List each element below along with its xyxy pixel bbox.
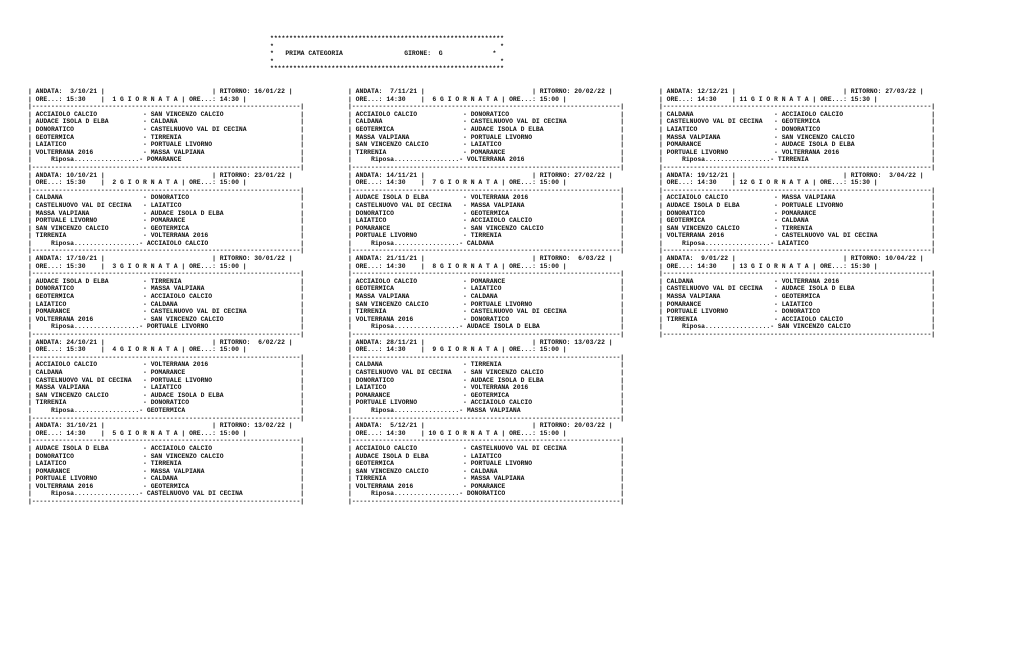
match-row: | CASTELNUOVO VAL DI CECINA - SAN VINCENZO CALCIO | bbox=[348, 368, 625, 376]
round-divider: |----------------------------------------------------------------------| bbox=[659, 331, 936, 338]
match-row: | ACCIAIOLO CALCIO - MASSA VALPIANA | bbox=[659, 194, 936, 202]
round-6-dates: | ANDATA: 7/11/21 | | RITORNO: 20/02/22 | bbox=[348, 88, 625, 95]
match-row: | LAIATICO - TIRRENIA | bbox=[28, 460, 305, 468]
match-row: | TIRRENIA - MASSA VALPIANA | bbox=[348, 475, 625, 483]
match-row: | CALDANA - DONORATICO | bbox=[28, 194, 305, 202]
match-row: | GEOTERMICA - ACCIAIOLO CALCIO | bbox=[28, 293, 305, 301]
match-row: | LAIATICO - CALDANA | bbox=[28, 300, 305, 308]
match-row: | ACCIAIOLO CALCIO - POMARANCE | bbox=[348, 277, 625, 285]
match-row: | DONORATICO - POMARANCE | bbox=[659, 209, 936, 217]
match-row: | GEOTERMICA - TIRRENIA | bbox=[28, 133, 305, 141]
round-divider: |----------------------------------------------------------------------| bbox=[28, 353, 305, 361]
round-9-rest: | Riposa.................- MASSA VALPIANA | bbox=[348, 406, 625, 414]
match-row: | TIRRENIA - POMARANCE | bbox=[348, 148, 625, 156]
match-row: | TIRRENIA - DONORATICO | bbox=[28, 399, 305, 407]
header-box: ************************************************************* * * * PRIMA CATEGORIA GIRONE: G * * * ************************************************************* bbox=[270, 35, 504, 73]
match-row: | MASSA VALPIANA - PORTUALE LIVORNO | bbox=[348, 133, 625, 141]
match-row: | LAIATICO - ACCIAIOLO CALCIO | bbox=[348, 217, 625, 225]
round-10-rest: | Riposa.................- DONORATICO | bbox=[348, 490, 625, 498]
round-5-times: | ORE...: 14:30 | 5 G I O R N A T A | ORE...: 15:00 | bbox=[28, 429, 305, 437]
match-row: | AUDACE ISOLA D ELBA - VOLTERRANA 2016 | bbox=[348, 194, 625, 202]
round-divider: |----------------------------------------------------------------------| bbox=[659, 186, 936, 194]
match-row: | CASTELNUOVO VAL DI CECINA - LAIATICO | bbox=[28, 201, 305, 209]
match-row: | SAN VINCENZO CALCIO - TIRRENIA | bbox=[659, 224, 936, 232]
match-row: | POMARANCE - CASTELNUOVO VAL DI CECINA | bbox=[28, 308, 305, 316]
round-12-times: | ORE...: 14:30 | 12 G I O R N A T A | ORE...: 15:30 | bbox=[659, 179, 936, 187]
match-row: | PORTUALE LIVORNO - VOLTERRANA 2016 | bbox=[659, 148, 936, 156]
round-5-rest: | Riposa.................- CASTELNUOVO VAL DI CECINA | bbox=[28, 490, 305, 498]
match-row: | AUDACE ISOLA D ELBA - ACCIAIOLO CALCIO | bbox=[28, 444, 305, 452]
match-row: | CASTELNUOVO VAL DI CECINA - MASSA VALPIANA | bbox=[348, 201, 625, 209]
round-divider: |----------------------------------------------------------------------| bbox=[659, 270, 936, 278]
round-column-1 bbox=[28, 88, 304, 506]
round-12-rest: | Riposa.................- LAIATICO | bbox=[659, 239, 936, 247]
round-divider: |----------------------------------------------------------------------| bbox=[28, 437, 305, 445]
match-row: | CASTELNUOVO VAL DI CECINA - PORTUALE LIVORNO | bbox=[28, 376, 305, 384]
round-8-dates: | ANDATA: 21/11/21 | | RITORNO: 6/03/22 | bbox=[348, 255, 625, 263]
match-row: | LAIATICO - PORTUALE LIVORNO | bbox=[28, 141, 305, 149]
round-divider: |----------------------------------------------------------------------| bbox=[28, 498, 305, 506]
match-row: | MASSA VALPIANA - SAN VINCENZO CALCIO | bbox=[659, 133, 936, 141]
round-2-times: | ORE...: 15:30 | 2 G I O R N A T A | ORE...: 15:00 | bbox=[28, 179, 305, 187]
round-8-times: | ORE...: 14:30 | 8 G I O R N A T A | ORE...: 15:00 | bbox=[348, 262, 625, 270]
match-row: | TIRRENIA - VOLTERRANA 2016 | bbox=[28, 232, 305, 240]
round-11-dates: | ANDATA: 12/12/21 | | RITORNO: 27/03/22 | bbox=[659, 88, 936, 95]
round-divider: |----------------------------------------------------------------------| bbox=[348, 186, 625, 194]
round-divider: |----------------------------------------------------------------------| bbox=[348, 163, 625, 171]
round-5-dates: | ANDATA: 31/10/21 | | RITORNO: 13/02/22 | bbox=[28, 422, 305, 430]
match-row: | CALDANA - TIRRENIA | bbox=[348, 361, 625, 369]
match-row: | AUDACE ISOLA D ELBA - LAIATICO | bbox=[348, 452, 625, 460]
round-divider: |----------------------------------------------------------------------| bbox=[348, 498, 625, 506]
round-13-dates: | ANDATA: 9/01/22 | | RITORNO: 10/04/22 | bbox=[659, 255, 936, 263]
match-row: | AUDACE ISOLA D ELBA - CALDANA | bbox=[28, 118, 305, 126]
match-row: | PORTUALE LIVORNO - DONORATICO | bbox=[659, 308, 936, 316]
girone-value: G bbox=[438, 50, 443, 58]
match-row: | ACCIAIOLO CALCIO - CASTELNUOVO VAL DI CECINA | bbox=[348, 444, 625, 452]
round-column-2 bbox=[348, 88, 624, 506]
match-row: | CALDANA - ACCIAIOLO CALCIO | bbox=[659, 110, 936, 118]
match-row: | GEOTERMICA - PORTUALE LIVORNO | bbox=[348, 460, 625, 468]
match-row: | SAN VINCENZO CALCIO - LAIATICO | bbox=[348, 141, 625, 149]
match-row: | ACCIAIOLO CALCIO - DONORATICO | bbox=[348, 110, 625, 118]
match-row: | MASSA VALPIANA - AUDACE ISOLA D ELBA | bbox=[28, 209, 305, 217]
round-divider: |----------------------------------------------------------------------| bbox=[348, 103, 625, 111]
match-row: | SAN VINCENZO CALCIO - AUDACE ISOLA D ELBA | bbox=[28, 391, 305, 399]
round-13-rest: | Riposa.................- SAN VINCENZO CALCIO | bbox=[659, 323, 936, 331]
round-divider: |----------------------------------------------------------------------| bbox=[348, 414, 625, 422]
match-row: | VOLTERRANA 2016 - GEOTERMICA | bbox=[28, 482, 305, 490]
round-1-dates: | ANDATA: 3/10/21 | | RITORNO: 16/01/22 | bbox=[28, 88, 305, 95]
round-6-times: | ORE...: 14:30 | 6 G I O R N A T A | ORE...: 15:00 | bbox=[348, 95, 625, 103]
round-divider: |----------------------------------------------------------------------| bbox=[28, 186, 305, 194]
match-row: | LAIATICO - VOLTERRANA 2016 | bbox=[348, 384, 625, 392]
round-7-dates: | ANDATA: 14/11/21 | | RITORNO: 27/02/22 | bbox=[348, 171, 625, 179]
match-row: | CASTELNUOVO VAL DI CECINA - GEOTERMICA | bbox=[659, 118, 936, 126]
match-row: | CASTELNUOVO VAL DI CECINA - AUDACE ISOLA D ELBA | bbox=[659, 285, 936, 293]
round-4-times: | ORE...: 15:30 | 4 G I O R N A T A | ORE...: 15:00 | bbox=[28, 346, 305, 354]
match-row: | DONORATICO - SAN VINCENZO CALCIO | bbox=[28, 452, 305, 460]
round-11-rest: | Riposa.................- TIRRENIA | bbox=[659, 156, 936, 164]
round-divider: |----------------------------------------------------------------------| bbox=[659, 247, 936, 255]
match-row: | PORTUALE LIVORNO - TIRRENIA | bbox=[348, 232, 625, 240]
match-row: | DONORATICO - MASSA VALPIANA | bbox=[28, 285, 305, 293]
round-4-rest: | Riposa.................- GEOTERMICA | bbox=[28, 406, 305, 414]
match-row: | MASSA VALPIANA - LAIATICO | bbox=[28, 384, 305, 392]
match-row: | PORTUALE LIVORNO - CALDANA | bbox=[28, 475, 305, 483]
match-row: | SAN VINCENZO CALCIO - GEOTERMICA | bbox=[28, 224, 305, 232]
round-divider: |----------------------------------------------------------------------| bbox=[28, 331, 305, 338]
girone-label: GIRONE: bbox=[404, 50, 432, 58]
round-13-times: | ORE...: 14:30 | 13 G I O R N A T A | ORE...: 15:30 | bbox=[659, 262, 936, 270]
round-3-dates: | ANDATA: 17/10/21 | | RITORNO: 30/01/22 | bbox=[28, 255, 305, 263]
round-12-dates: | ANDATA: 19/12/21 | | RITORNO: 3/04/22 | bbox=[659, 171, 936, 179]
round-divider: |----------------------------------------------------------------------| bbox=[348, 247, 625, 255]
match-row: | GEOTERMICA - AUDACE ISOLA D ELBA | bbox=[348, 125, 625, 133]
match-row: | SAN VINCENZO CALCIO - PORTUALE LIVORNO | bbox=[348, 300, 625, 308]
match-row: | POMARANCE - LAIATICO | bbox=[659, 300, 936, 308]
round-divider: |----------------------------------------------------------------------| bbox=[348, 353, 625, 361]
match-row: | SAN VINCENZO CALCIO - CALDANA | bbox=[348, 467, 625, 475]
match-row: | LAIATICO - DONORATICO | bbox=[659, 125, 936, 133]
round-1-rest: | Riposa.................- POMARANCE | bbox=[28, 156, 305, 164]
match-row: | VOLTERRANA 2016 - DONORATICO | bbox=[348, 315, 625, 323]
round-column-3 bbox=[659, 88, 935, 339]
round-3-times: | ORE...: 15:30 | 3 G I O R N A T A | ORE...: 15:00 | bbox=[28, 262, 305, 270]
match-row: | GEOTERMICA - LAIATICO | bbox=[348, 285, 625, 293]
round-1-times: | ORE...: 15:30 | 1 G I O R N A T A | ORE...: 14:30 | bbox=[28, 95, 305, 103]
round-10-dates: | ANDATA: 5/12/21 | | RITORNO: 20/03/22 | bbox=[348, 422, 625, 430]
round-2-rest: | Riposa.................- ACCIAIOLO CALCIO | bbox=[28, 239, 305, 247]
round-10-times: | ORE...: 14:30 | 10 G I O R N A T A | ORE...: 15:00 | bbox=[348, 429, 625, 437]
match-row: | MASSA VALPIANA - CALDANA | bbox=[348, 293, 625, 301]
round-7-times: | ORE...: 14:30 | 7 G I O R N A T A | ORE...: 15:00 | bbox=[348, 179, 625, 187]
round-11-times: | ORE...: 14:30 | 11 G I O R N A T A | ORE...: 15:30 | bbox=[659, 95, 936, 103]
match-row: | POMARANCE - SAN VINCENZO CALCIO | bbox=[348, 224, 625, 232]
match-row: | VOLTERRANA 2016 - CASTELNUOVO VAL DI CECINA | bbox=[659, 232, 936, 240]
match-row: | TIRRENIA - ACCIAIOLO CALCIO | bbox=[659, 315, 936, 323]
match-row: | CALDANA - VOLTERRANA 2016 | bbox=[659, 277, 936, 285]
round-divider: |----------------------------------------------------------------------| bbox=[659, 103, 936, 111]
round-7-rest: | Riposa.................- CALDANA | bbox=[348, 239, 625, 247]
match-row: | POMARANCE - GEOTERMICA | bbox=[348, 391, 625, 399]
round-4-dates: | ANDATA: 24/10/21 | | RITORNO: 6/02/22 | bbox=[28, 338, 305, 346]
match-row: | ACCIAIOLO CALCIO - VOLTERRANA 2016 | bbox=[28, 361, 305, 369]
round-3-rest: | Riposa.................- PORTUALE LIVORNO | bbox=[28, 323, 305, 331]
header-border: ************************************************************* bbox=[270, 35, 504, 42]
match-row: | CALDANA - CASTELNUOVO VAL DI CECINA | bbox=[348, 118, 625, 126]
match-row: | DONORATICO - GEOTERMICA | bbox=[348, 209, 625, 217]
match-row: | POMARANCE - MASSA VALPIANA | bbox=[28, 467, 305, 475]
category-title: PRIMA CATEGORIA bbox=[285, 50, 343, 58]
match-row: | MASSA VALPIANA - GEOTERMICA | bbox=[659, 293, 936, 301]
round-divider: |----------------------------------------------------------------------| bbox=[28, 414, 305, 422]
round-9-dates: | ANDATA: 28/11/21 | | RITORNO: 13/03/22 | bbox=[348, 338, 625, 346]
match-row: | PORTUALE LIVORNO - ACCIAIOLO CALCIO | bbox=[348, 399, 625, 407]
match-row: | ACCIAIOLO CALCIO - SAN VINCENZO CALCIO | bbox=[28, 110, 305, 118]
round-8-rest: | Riposa.................- AUDACE ISOLA D ELBA | bbox=[348, 323, 625, 331]
round-divider: |----------------------------------------------------------------------| bbox=[28, 247, 305, 255]
round-divider: |----------------------------------------------------------------------| bbox=[28, 163, 305, 171]
match-row: | VOLTERRANA 2016 - POMARANCE | bbox=[348, 482, 625, 490]
round-divider: |----------------------------------------------------------------------| bbox=[28, 270, 305, 278]
match-row: | VOLTERRANA 2016 - MASSA VALPIANA | bbox=[28, 148, 305, 156]
round-divider: |----------------------------------------------------------------------| bbox=[348, 437, 625, 445]
round-9-times: | ORE...: 14:30 | 9 G I O R N A T A | ORE...: 15:00 | bbox=[348, 346, 625, 354]
round-2-dates: | ANDATA: 10/10/21 | | RITORNO: 23/01/22 | bbox=[28, 171, 305, 179]
round-divider: |----------------------------------------------------------------------| bbox=[348, 270, 625, 278]
header-border: ************************************************************* bbox=[270, 65, 504, 73]
match-row: | AUDACE ISOLA D ELBA - TIRRENIA | bbox=[28, 277, 305, 285]
match-row: | AUDACE ISOLA D ELBA - PORTUALE LIVORNO | bbox=[659, 201, 936, 209]
match-row: | VOLTERRANA 2016 - SAN VINCENZO CALCIO | bbox=[28, 315, 305, 323]
match-row: | DONORATICO - CASTELNUOVO VAL DI CECINA | bbox=[28, 125, 305, 133]
match-row: | CALDANA - POMARANCE | bbox=[28, 368, 305, 376]
round-divider: |----------------------------------------------------------------------| bbox=[659, 163, 936, 171]
match-row: | POMARANCE - AUDACE ISOLA D ELBA | bbox=[659, 141, 936, 149]
match-row: | GEOTERMICA - CALDANA | bbox=[659, 217, 936, 225]
match-row: | DONORATICO - AUDACE ISOLA D ELBA | bbox=[348, 376, 625, 384]
round-divider: |----------------------------------------------------------------------| bbox=[348, 331, 625, 338]
match-row: | TIRRENIA - CASTELNUOVO VAL DI CECINA | bbox=[348, 308, 625, 316]
round-divider: |----------------------------------------------------------------------| bbox=[28, 103, 305, 111]
round-6-rest: | Riposa.................- VOLTERRANA 2016 | bbox=[348, 156, 625, 164]
match-row: | PORTUALE LIVORNO - POMARANCE | bbox=[28, 217, 305, 225]
